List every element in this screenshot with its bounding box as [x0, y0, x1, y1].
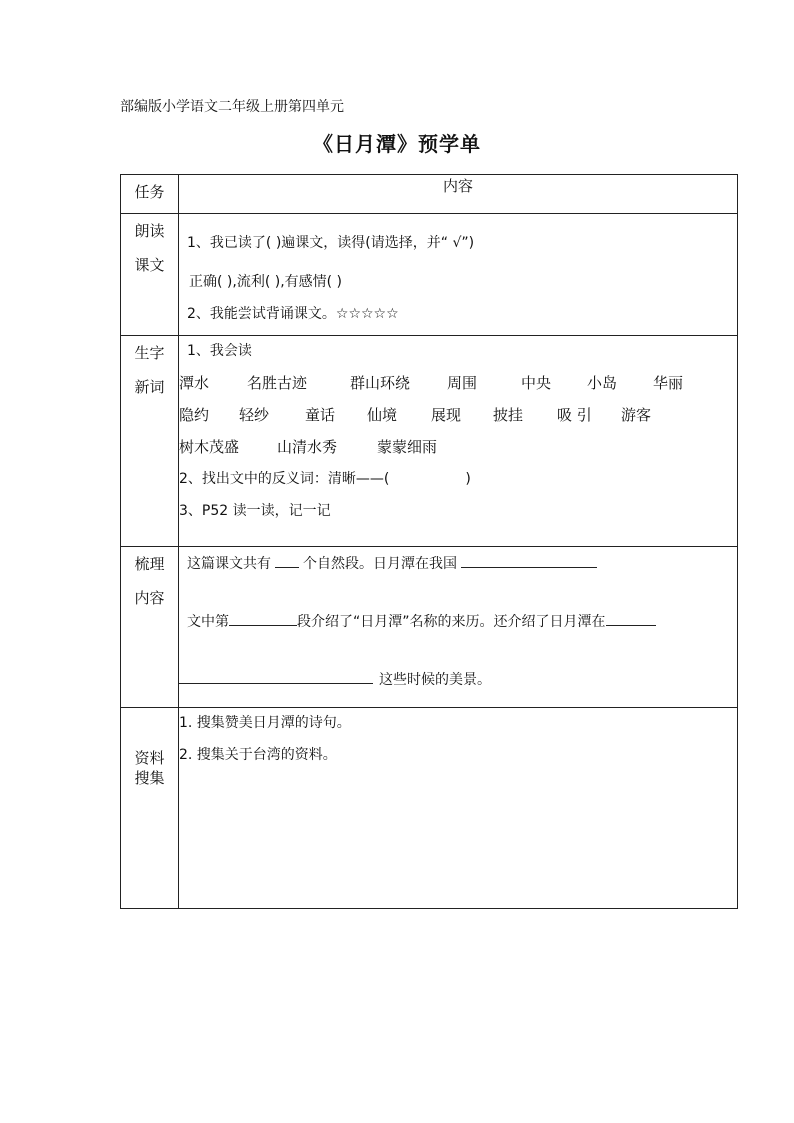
word: 华丽	[653, 374, 684, 392]
reading-line-2: 正确( ),流利( ),有感情( )	[189, 274, 343, 290]
word: 披挂	[493, 406, 524, 424]
blank-location[interactable]	[461, 553, 597, 568]
vocab-intro: 1、我会读	[187, 343, 252, 359]
label-outline	[121, 547, 179, 708]
outline-text: 这些时候的美景。	[379, 672, 491, 688]
outline-line-3	[179, 669, 491, 689]
label-reading-line2: 课文	[134, 256, 165, 274]
antonym-suffix: )	[465, 471, 471, 487]
label-reading-line1: 朗读	[134, 222, 165, 240]
page-title: 《日月潭》预学单	[313, 132, 481, 156]
blank-paragraph-count[interactable]	[275, 553, 299, 568]
research-item-2: 2. 搜集关于台湾的资料。	[179, 747, 337, 763]
header-task: 任务	[121, 175, 179, 214]
word: 名胜古迹	[247, 374, 308, 392]
word: 蒙蒙细雨	[377, 438, 438, 456]
word: 中央	[521, 374, 552, 392]
label-vocab-line2: 新词	[134, 378, 165, 396]
word: 群山环绕	[350, 374, 411, 392]
row-outline	[121, 547, 738, 708]
word: 轻纱	[239, 406, 270, 424]
research-item-1: 1. 搜集赞美日月潭的诗句。	[179, 715, 351, 731]
header-content: 内容	[179, 175, 738, 214]
read-remember-task: 3、P52 读一读，记一记	[179, 503, 331, 519]
word: 山清水秀	[277, 438, 338, 456]
blank-times[interactable]	[179, 669, 373, 684]
row-research	[121, 708, 738, 909]
label-research	[121, 708, 179, 909]
word: 隐约	[179, 406, 210, 424]
label-vocab	[121, 336, 179, 547]
word: 童话	[305, 406, 336, 424]
blank-paragraph-number[interactable]	[229, 611, 297, 626]
blank-times-start[interactable]	[606, 611, 656, 626]
outline-text: 个自然段。日月潭在我国	[303, 556, 457, 572]
word: 周围	[447, 374, 478, 392]
outline-line-1	[187, 553, 597, 573]
table-header-row	[121, 175, 738, 214]
content-vocab	[179, 336, 738, 547]
label-outline-line2: 内容	[134, 589, 165, 607]
content-outline	[179, 547, 738, 708]
row-vocab	[121, 336, 738, 547]
content-research	[179, 708, 738, 909]
label-research-line1: 资料	[134, 749, 165, 767]
word: 树木茂盛	[179, 438, 240, 456]
word: 游客	[621, 406, 652, 424]
outline-text: 文中第	[187, 614, 229, 630]
outline-line-2	[187, 611, 656, 631]
antonym-task	[179, 468, 471, 488]
word: 展现	[431, 406, 462, 424]
outline-text: 段介绍了“日月潭”名称的来历。还介绍了日月潭在	[297, 614, 606, 630]
label-reading	[121, 214, 179, 336]
worksheet-table	[120, 174, 738, 909]
antonym-prefix: 2、找出文中的反义词：清晰——(	[179, 471, 390, 487]
word: 小岛	[587, 374, 618, 392]
label-research-line2: 搜集	[134, 769, 165, 787]
unit-subtitle: 部编版小学语文二年级上册第四单元	[120, 99, 344, 115]
word: 吸 引	[557, 406, 592, 424]
reading-line-1: 1、我已读了( )遍课文，读得(请选择，并“ √”)	[187, 235, 475, 251]
row-reading	[121, 214, 738, 336]
word: 潭水	[179, 374, 210, 392]
label-outline-line1: 梳理	[134, 555, 165, 573]
outline-text: 这篇课文共有	[187, 556, 271, 572]
content-reading	[179, 214, 738, 336]
label-vocab-line1: 生字	[134, 344, 165, 362]
reading-line-3: 2、我能尝试背诵课文。☆☆☆☆☆	[187, 306, 399, 322]
word: 仙境	[367, 406, 398, 424]
